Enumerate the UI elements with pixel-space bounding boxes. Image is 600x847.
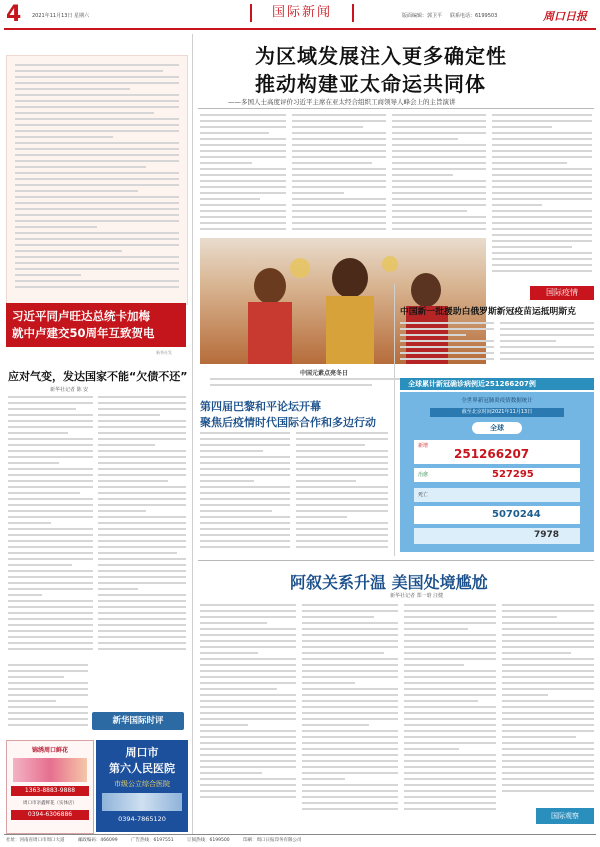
editor: 版面编辑：郭卫平: [402, 13, 443, 19]
footer-ad-tel: 广告热线：6197551: [131, 838, 174, 843]
page-number: 4: [6, 2, 22, 27]
card-region: [472, 422, 522, 434]
intl-observation-tag-text: 国际观察: [551, 812, 579, 820]
syria-headline: 阿叙关系升温 美国处境尴尬: [290, 573, 488, 592]
rwanda-banner: [6, 303, 186, 347]
stat-death-value: 7978: [534, 530, 560, 540]
syria-text-col1: [200, 604, 296, 804]
issue-date: 2021年11月13日 星期六: [32, 13, 90, 19]
column-rule-left: [192, 34, 193, 834]
footer: [6, 837, 594, 846]
lead-photo-caption: 中国元素点亮冬日: [300, 370, 349, 377]
ad-flower-phone: 1363-8883-9888: [11, 786, 89, 796]
ad-hospital-photo: [102, 793, 182, 811]
xinhua-commentary-logo: [92, 712, 184, 730]
xinhua-commentary-logo-text: 新华国际时评: [112, 716, 164, 726]
syria-byline: 新华社记者 郑一晗 汪健: [390, 593, 444, 599]
covid-headline: 中国新一批援助白俄罗斯新冠疫苗运抵明斯克: [400, 307, 576, 317]
stat-total-label: 新增: [418, 443, 429, 449]
footer-postcode: 邮政编码：466099: [77, 838, 118, 843]
ad-hospital: [96, 740, 188, 832]
stat-total-row: [414, 440, 580, 464]
section-title: [250, 4, 354, 22]
card-region-text: 全球: [490, 424, 504, 432]
ad-flower-shop-name: 周口市亲鑫鲜花（实体店）: [23, 801, 77, 806]
climate-text-col2: [98, 396, 186, 656]
card-title: 全世界新冠肺炎疫情数据统计: [461, 398, 533, 404]
ad-flower-phone2: 0394-6306886: [11, 810, 89, 820]
ad-hospital-line3: 市级公立综合医院: [114, 780, 170, 788]
climate-byline: 新华社记者 陈 安: [50, 387, 89, 393]
lead-subtitle: ——多国人士高度评价习近平主席在亚太经合组织工商领导人峰会上的主旨演讲: [228, 98, 456, 106]
climate-text-col1: [8, 396, 93, 656]
syria-top-rule: [198, 560, 594, 561]
lead-sub-rule: [198, 108, 594, 109]
syria-text-col3: [404, 604, 496, 818]
rwanda-banner-line1: 习近平同卢旺达总统卡加梅: [12, 309, 150, 323]
lead-text-col4: [492, 114, 592, 279]
climate-headline: 应对气变，发达国家不能“欠债不还”: [8, 370, 188, 383]
covid-tag: [530, 286, 594, 300]
covid-stats-banner: [400, 378, 594, 390]
rwanda-banner-line2: 就中卢建交50周年互致贺电: [12, 326, 155, 340]
credit-label: 新华社发: [156, 350, 172, 355]
footer-subscribe: 订阅热线：6199500: [187, 838, 230, 843]
stat-total-value: 251266207: [454, 447, 530, 461]
paper-logo: 周口日报: [543, 10, 587, 23]
ad-flower-shop: [6, 740, 94, 834]
paris-text-col2: [296, 432, 388, 554]
covid-tag-text: 国际疫情: [546, 288, 578, 297]
lead-title-line1: 为区域发展注入更多确定性: [255, 44, 507, 68]
ad-flower-title: 锦绣周口鲜花: [31, 747, 68, 754]
paris-headline-line2: 聚焦后疫情时代国际合作和多边行动: [200, 416, 376, 429]
lead-text-col1: [200, 114, 286, 234]
masthead: [0, 0, 600, 30]
stat-current-value: 5070244: [492, 509, 541, 520]
footer-address: 社址：河南省周口市周口大道: [6, 838, 65, 843]
stat-death-row: [414, 528, 580, 544]
stat-cured-label: 治愈: [418, 472, 429, 478]
ad-flower-photo: [13, 758, 87, 782]
section-title-text: 国际新闻: [271, 5, 332, 20]
paris-text-col1: [200, 432, 290, 554]
left-intro-box: [6, 55, 188, 305]
ad-hospital-phone: 0394-7865120: [118, 815, 166, 823]
stat-dead-label: 死亡: [418, 492, 429, 498]
stat-dead-row: [414, 488, 580, 502]
column-rule-mid: [394, 284, 395, 556]
covid-stats-headline: 全球累计新冠确诊病例近251266207例: [408, 380, 536, 388]
footer-print: 印刷：周口日报印务有限公司: [243, 838, 302, 843]
climate-text-col3: [8, 664, 88, 734]
intl-observation-tag: [536, 808, 594, 824]
lead-text-col3: [392, 114, 486, 234]
syria-text-col4: [502, 604, 594, 800]
card-update: 截至北京时间2021年11月13日: [430, 408, 564, 417]
paris-headline-line1: 第四届巴黎和平论坛开幕: [200, 400, 321, 413]
tel: 联系电话：6199503: [450, 13, 498, 19]
lead-title-line2: 推动构建亚太命运共同体: [255, 72, 486, 96]
ad-hospital-line1: 周口市: [125, 746, 159, 759]
stat-cured-row: [414, 468, 580, 482]
lead-text-col2: [292, 114, 386, 234]
masthead-rule: [4, 28, 596, 30]
ad-hospital-line2: 第六人民医院: [109, 762, 175, 775]
stat-cured-value: 527295: [492, 469, 534, 480]
syria-text-col2: [302, 604, 398, 818]
stat-current-row: [414, 506, 580, 524]
left-intro-text: [15, 64, 179, 296]
covid-stats-card: [400, 392, 594, 552]
covid-text-col1: [400, 322, 494, 364]
covid-text-col2: [500, 322, 594, 364]
footer-rule: [4, 834, 596, 835]
